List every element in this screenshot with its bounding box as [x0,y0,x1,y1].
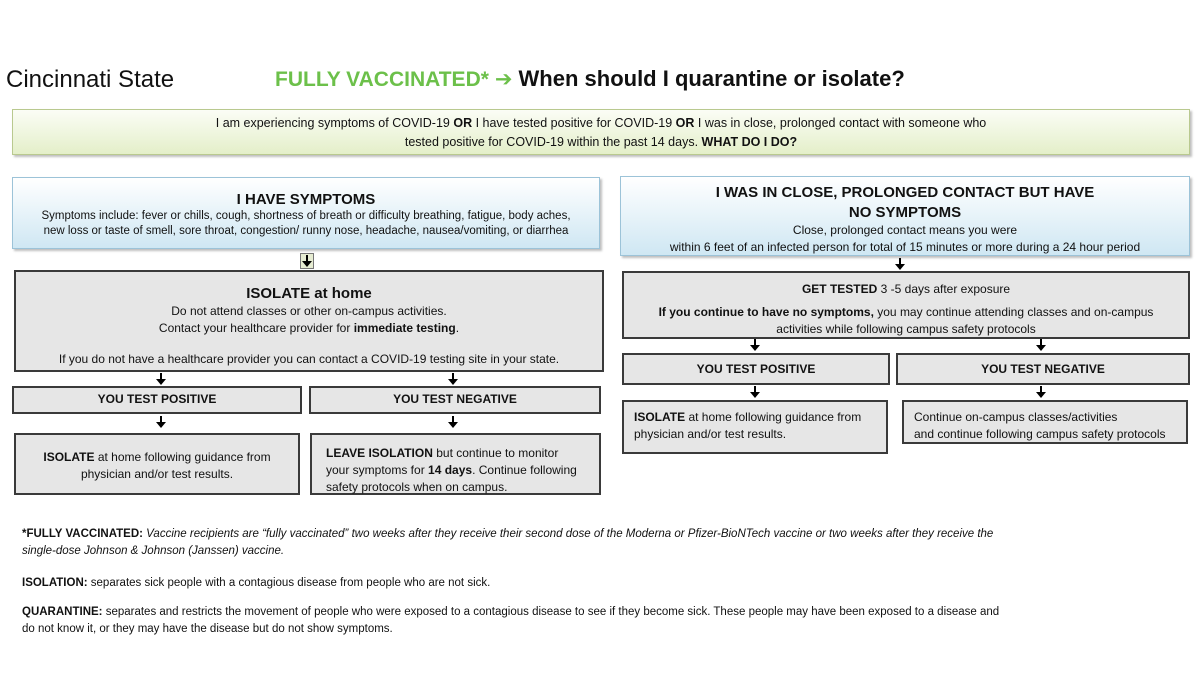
note-text: single-dose Johnson & Johnson (Janssen) vaccine. [22,545,285,557]
get-tested-line [624,281,1188,298]
arrow-down-icon [750,339,760,351]
contact-desc-2: within 6 feet of an infected person for total of 15 minutes or more during a 24 hour period [669,240,1141,254]
negative-text: . Continue following [472,463,577,477]
intro-text: tested positive for COVID-19 within the past 14 days. [404,135,702,149]
isolate-bold: ISOLATE [634,410,686,424]
intro-text: I was in close, prolonged contact with someone who [694,116,987,130]
isolate-bold: ISOLATE [43,450,95,464]
isolate-text: Contact your healthcare provider for [158,321,354,335]
arrow-down-icon [895,258,905,270]
symptoms-desc-2: new loss or taste of smell, sore throat, congestion/ runny nose, headache, nausea/vomiting, or diarrhea [43,225,569,237]
arrow-down-icon [1036,386,1046,398]
note-fully-vaccinated [22,526,1102,560]
right-positive-line-2: physician and/or test results. [634,427,787,441]
symptoms-title: I HAVE SYMPTOMS [236,191,376,208]
positive-text: at home following guidance from [685,410,862,424]
symptoms-desc-1: Symptoms include: fever or chills, cough, shortness of breath or difficulty breathing, fatigue, body aches, [41,210,571,222]
left-negative-line-2 [326,462,599,479]
arrow-down-icon [448,373,458,385]
fully-vaccinated-label: FULLY VACCINATED* [275,68,489,91]
symptoms-box [12,177,600,249]
arrow-down-icon [156,373,166,385]
note-label: *FULLY VACCINATED: [22,528,143,540]
no-symptoms-text: you may continue attending classes and on-campus [873,305,1154,319]
arrow-down-box-icon [300,253,314,269]
contact-box [620,176,1190,256]
right-negative-result-box [902,400,1188,444]
contact-title-1: I WAS IN CLOSE, PROLONGED CONTACT BUT HAVE [715,184,1095,201]
left-negative-line-3: safety protocols when on campus. [326,480,508,494]
note-text: Vaccine recipients are “fully vaccinated” two weeks after they receive their second dose of the Moderna or Pfizer-BioNTech vaccine or two weeks after they receive the [142,528,994,540]
intro-or: OR [675,116,695,130]
note-label: ISOLATION: [22,577,88,589]
title-question: When should I quarantine or isolate? [518,66,905,91]
no-symptoms-line-1 [624,304,1188,321]
intro-text: I am experiencing symptoms of COVID-19 [215,116,454,130]
intro-line-2 [13,133,1189,152]
arrow-down-icon [1036,339,1046,351]
contact-title-2: NO SYMPTOMS [848,204,962,221]
organization-name: Cincinnati State [6,66,175,93]
note-text: do not know it, or they may have the disease but do not show symptoms. [22,623,393,635]
left-positive-result-box [14,433,300,495]
intro-line-1 [13,114,1189,133]
negative-text: your symptoms for [326,463,429,477]
intro-box [12,109,1190,155]
immediate-testing: immediate testing [353,321,456,335]
get-tested-box [622,271,1190,339]
negative-text: but continue to monitor [432,446,559,460]
isolate-line-1: Do not attend classes or other on-campus activities. [171,304,447,318]
contact-desc-1: Close, prolonged contact means you were [792,223,1018,237]
right-test-positive-box: YOU TEST POSITIVE [622,353,890,385]
isolate-line-3: If you do not have a healthcare provider you can contact a COVID-19 testing site in your state. [58,352,560,366]
fourteen-days-bold: 14 days [428,463,473,477]
right-positive-line-1 [634,409,886,426]
leave-isolation-bold: LEAVE ISOLATION [326,446,433,460]
arrow-right-icon: ➔ [494,68,513,91]
note-text: separates sick people with a contagious disease from people who are not sick. [87,577,491,589]
arrow-down-icon [156,416,166,428]
get-tested-text: 3 -5 days after exposure [877,282,1011,296]
intro-text: I have tested positive for COVID-19 [472,116,676,130]
note-text: separates and restricts the movement of people who were exposed to a contagious disease to see if they become sick. These people may have been exposed to a disease and [102,606,1000,618]
page-title [275,66,905,92]
intro-or: OR [453,116,473,130]
positive-text: at home following guidance from [94,450,271,464]
arrow-down-icon [448,416,458,428]
no-symptoms-bold: If you continue to have no symptoms, [658,305,874,319]
left-negative-line-1 [326,445,599,462]
note-quarantine [22,604,1102,638]
left-test-positive-box: YOU TEST POSITIVE [12,386,302,414]
isolate-line-2 [16,320,602,337]
left-positive-line-2: physician and/or test results. [80,467,234,481]
note-isolation [22,575,1102,592]
left-positive-line-1 [16,449,298,466]
arrow-down-icon [750,386,760,398]
isolate-home-box [14,270,604,372]
no-symptoms-line-2: activities while following campus safety protocols [776,322,1036,336]
right-positive-result-box [622,400,888,454]
right-negative-line-1: Continue on-campus classes/activities [914,410,1118,424]
left-negative-result-box [310,433,601,495]
right-negative-line-2: and continue following campus safety protocols [914,427,1166,441]
isolate-text: . [455,321,460,335]
intro-question: WHAT DO I DO? [701,135,798,149]
isolate-title: ISOLATE at home [246,285,372,302]
right-test-negative-box: YOU TEST NEGATIVE [896,353,1190,385]
left-test-negative-box: YOU TEST NEGATIVE [309,386,601,414]
note-label: QUARANTINE: [22,606,103,618]
get-tested-bold: GET TESTED [801,282,878,296]
